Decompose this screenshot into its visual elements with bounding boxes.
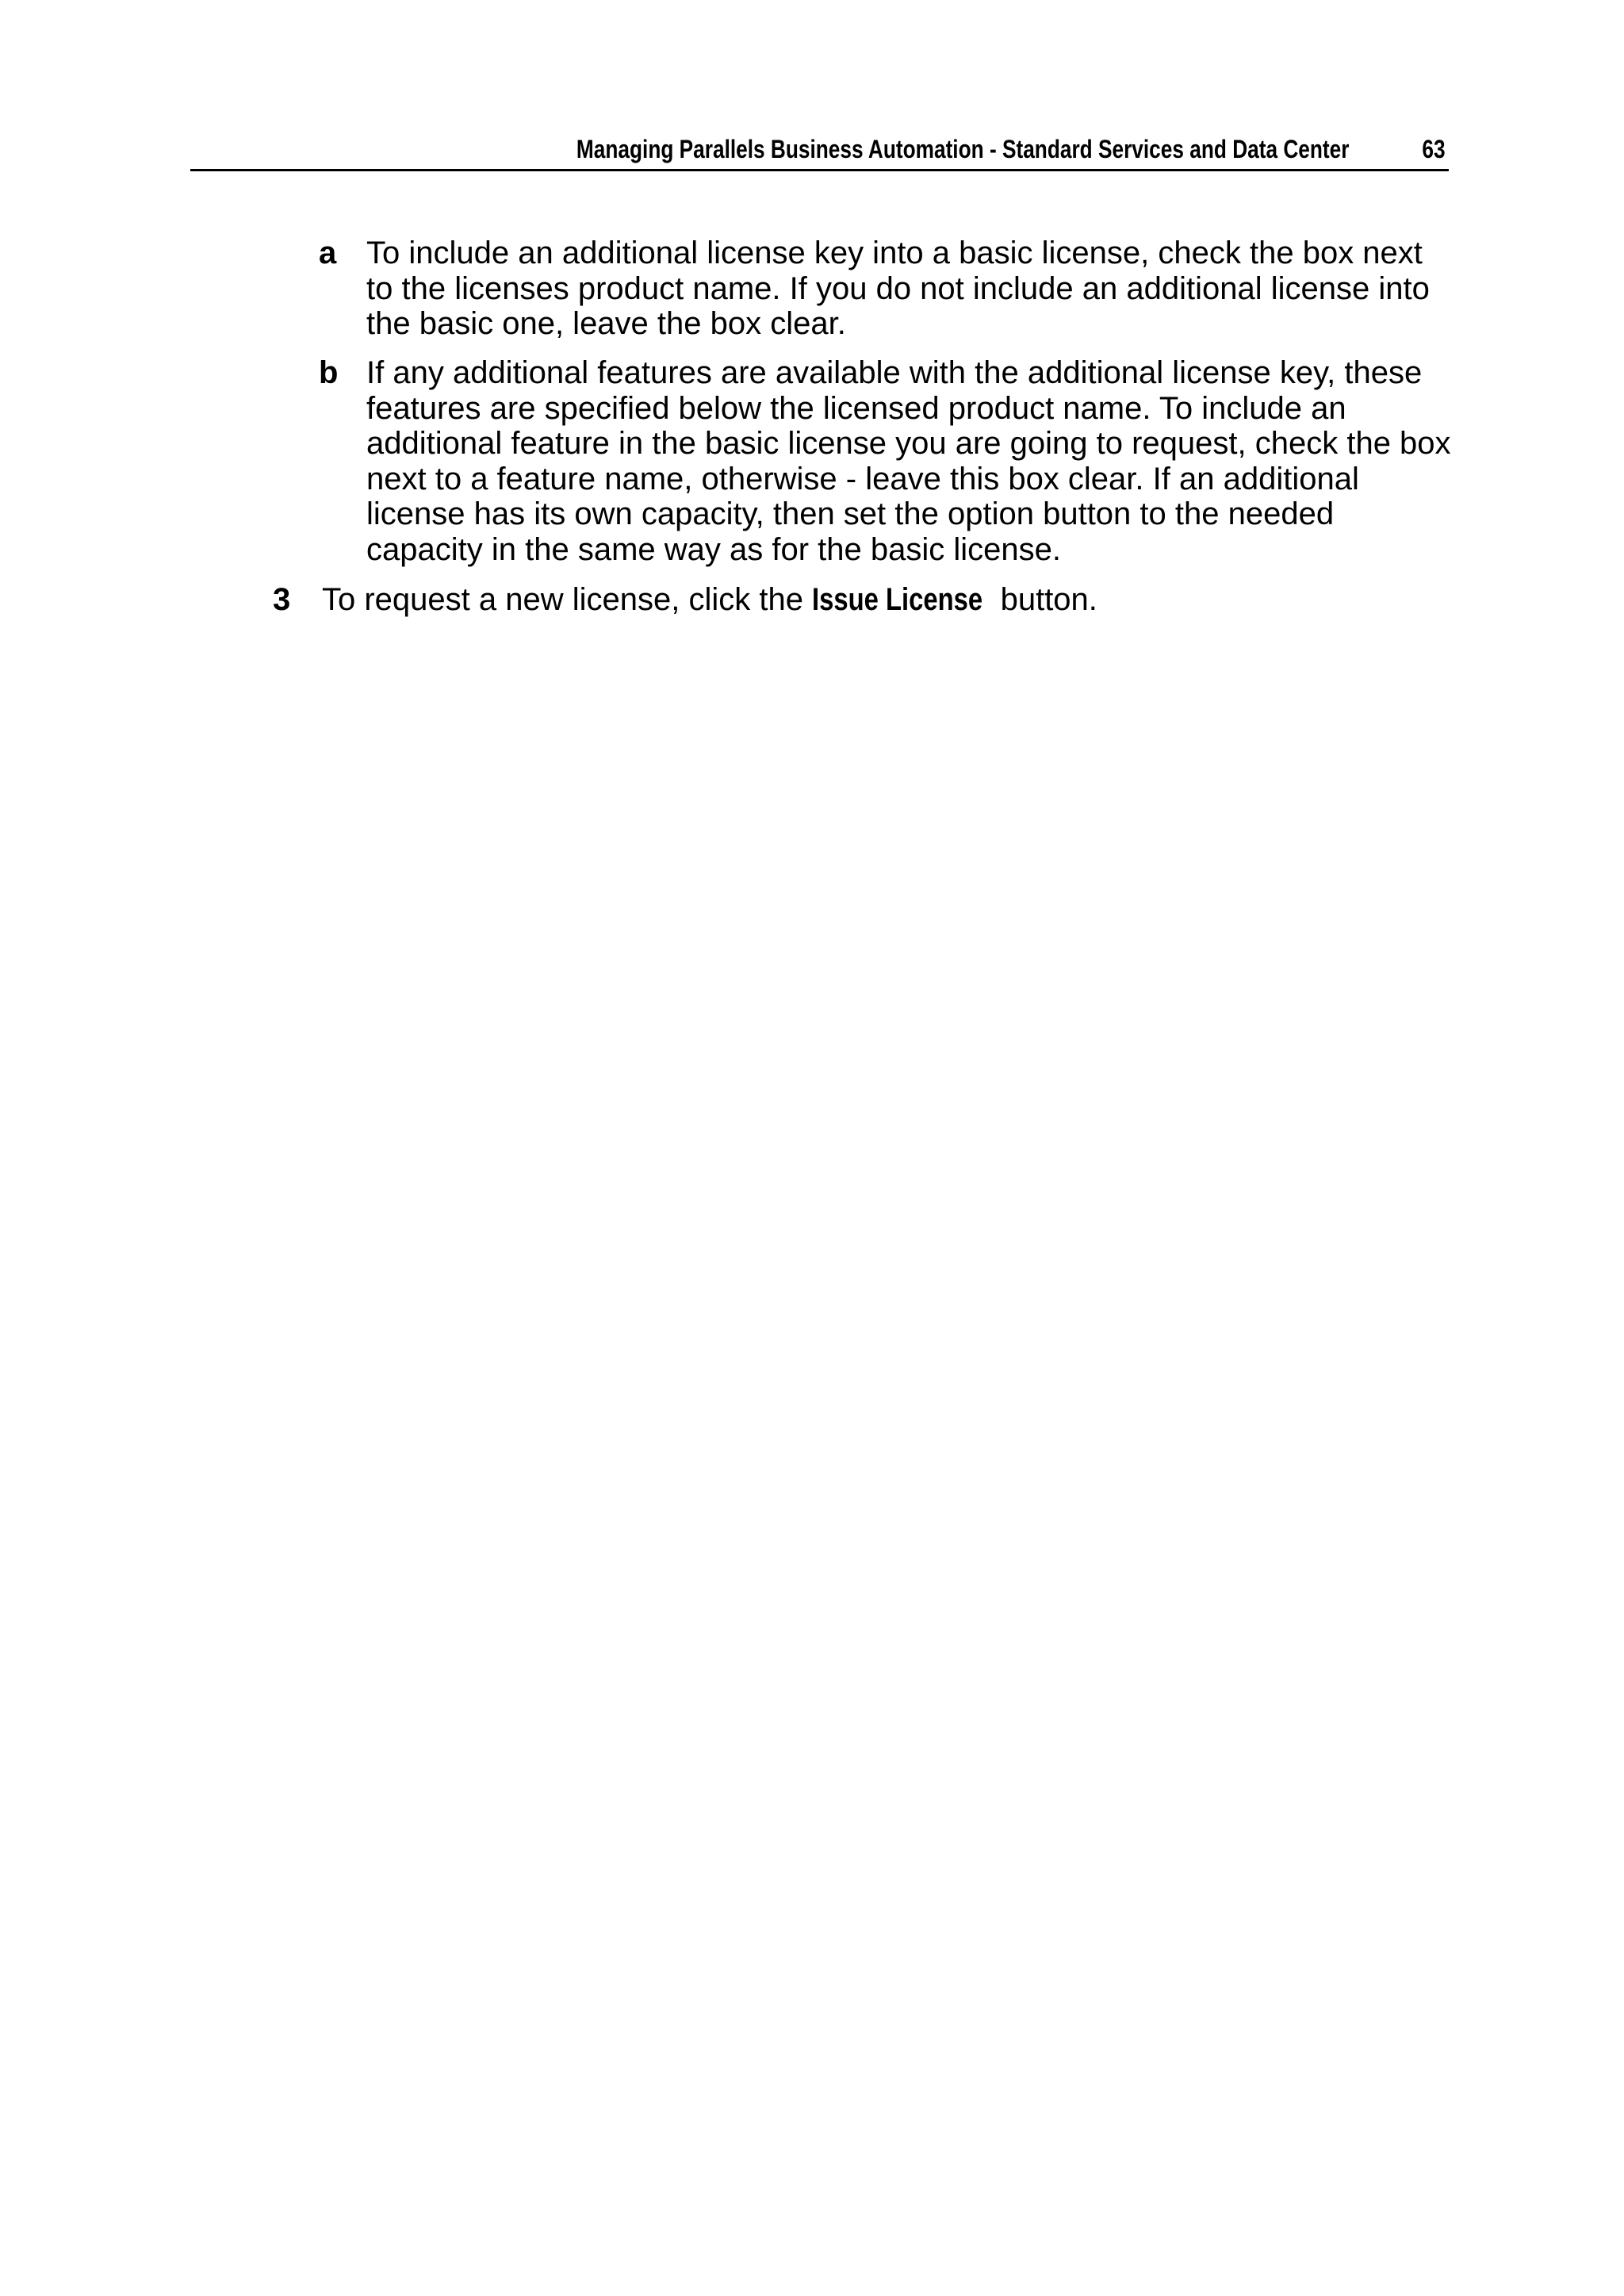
substep-text: To include an additional license key into a basic license, check the box next to the licenses product name. If you do not include an additional license into the basic one, leave the box clear.	[366, 236, 1430, 341]
substep-a	[319, 236, 1453, 342]
issue-license-term: Issue License	[812, 582, 983, 617]
step-3	[273, 582, 1432, 618]
step-text	[322, 582, 1432, 618]
page-header	[190, 127, 1449, 171]
substep-marker: b	[319, 355, 339, 390]
step-marker: 3	[273, 582, 291, 617]
substep-marker: a	[319, 236, 337, 270]
header-title: Managing Parallels Business Automation - Standard Services and Data Center	[576, 135, 1349, 163]
step-text-after: button.	[991, 582, 1097, 617]
substep-b	[319, 355, 1453, 567]
substep-text: If any additional features are available with the additional license key, these features are specified below the licensed product name. To include an additional feature in the basic license you are going to request, check the box next to a feature name, otherwise - leave this box clear. If an additional license has its own capacity, then set the option button to the needed capacity in the same way as for the basic license.	[366, 355, 1451, 567]
page-number: 63	[1422, 135, 1446, 163]
step-text-before: To request a new license, click the	[322, 582, 813, 617]
